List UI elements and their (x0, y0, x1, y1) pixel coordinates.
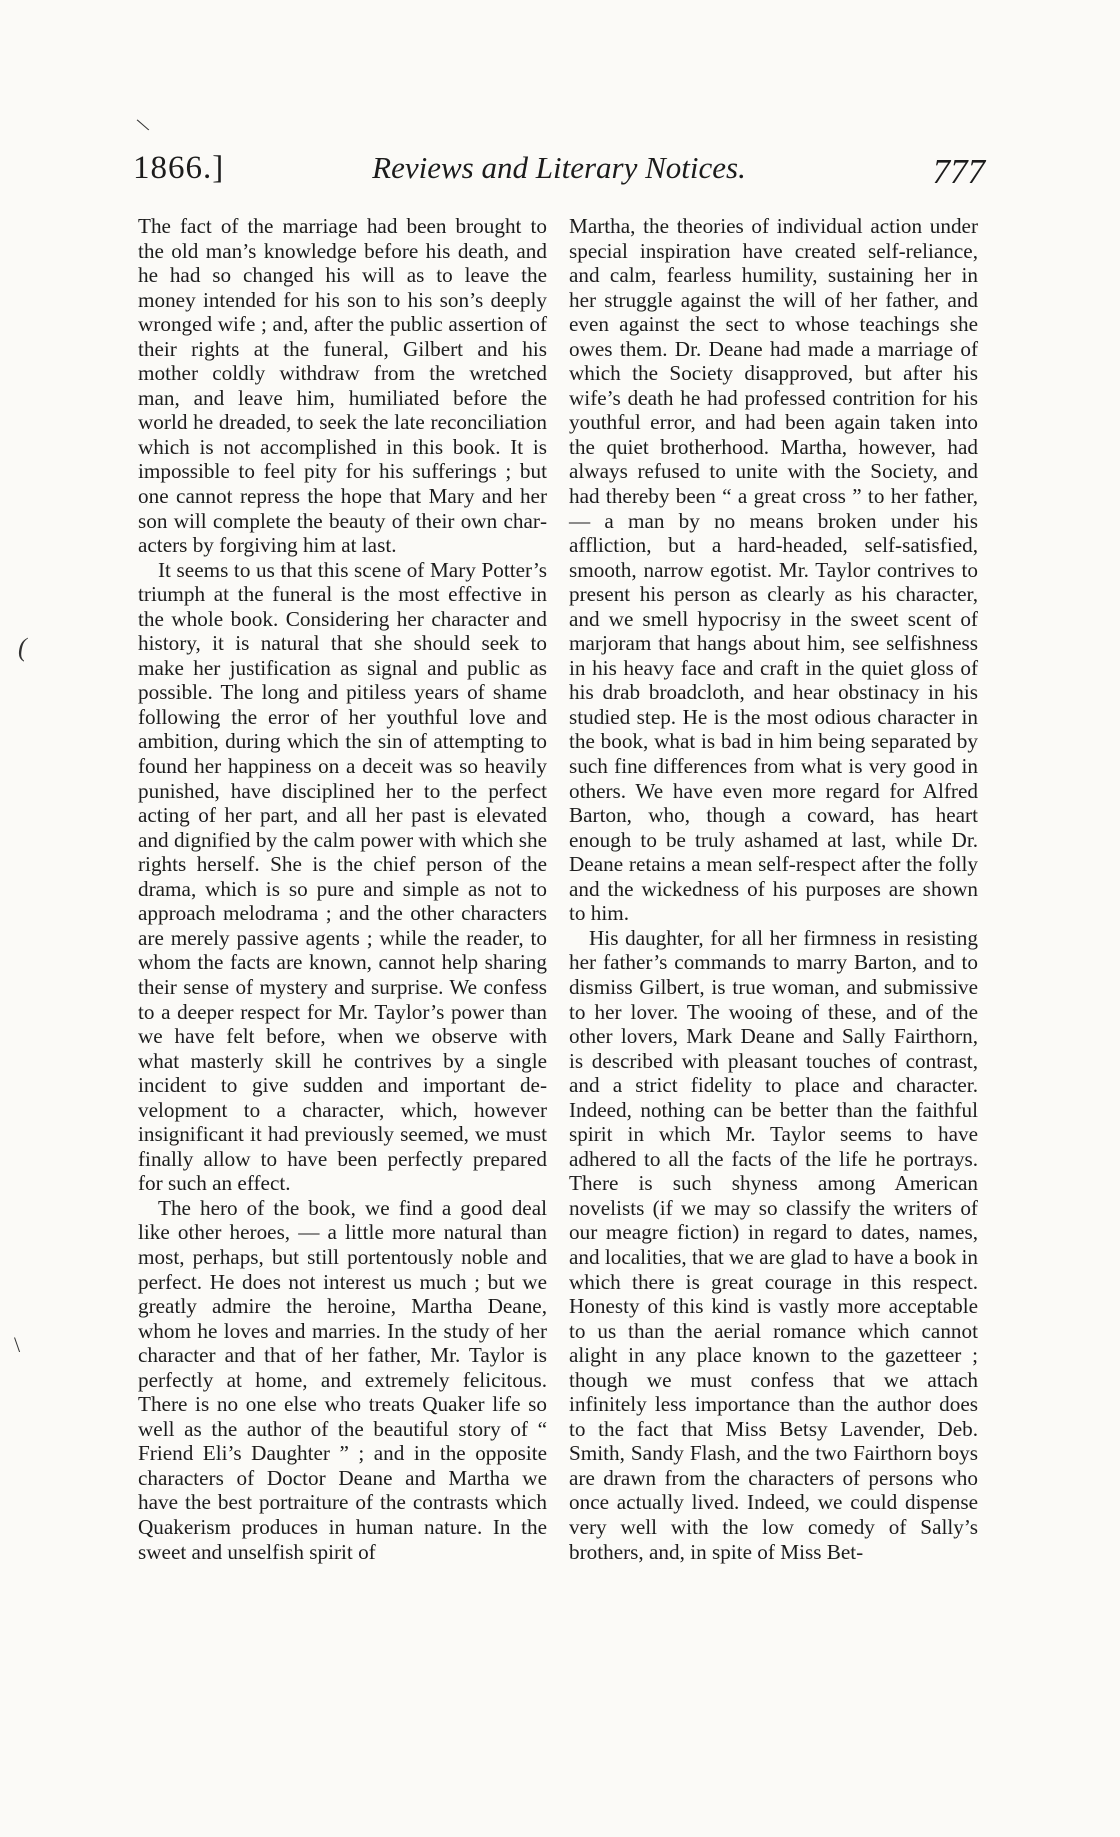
paragraph: The hero of the book, we find a good deal like other heroes, — a little more natural than most, perhaps, but still portentously noble and perfect. He does not interest us much ; but we greatly admire the heroine, Martha Deane, whom he loves and marries. In the study of her character and that of her father, Mr. Taylor is perfectly at home, and extremely felicitous. There is no one else who treats Quaker life so well as the author of the beautiful story of “ Friend Eli’s Daughter ” ; and in the opposite characters of Doctor Deane and Martha we have the best portraiture of the contrasts which Quakerism produces in human nature. In the sweet and unselfish spirit of (138, 1195, 547, 1564)
margin-paren-mark: ( (18, 633, 27, 662)
stray-tick-mark: \ (133, 112, 152, 137)
running-title: Reviews and Literary Notices. (372, 150, 746, 185)
paragraph: The fact of the marriage had been brought to the old man’s knowledge before his death, and he had so changed his will as to leave the money intended for his son to his son’s deeply wronged wife ; and, after the public assertion of their rights at the funeral, Gilbert and his mother coldly withdraw from the wretched man, and leave him, humiliated before the world he dreaded, to seek the late reconciliation which is not accomplished in this book. It is impossible to feel pity for his sufferings ; but one cannot repress the hope that Mary and her son will complete the beauty of their own characters by forgiving him at last. (138, 214, 547, 558)
margin-tick-mark: \ (14, 1332, 21, 1357)
paragraph: Martha, the theories of individual action under special inspiration have created self-reliance, and calm, fearless humility, sustaining her in her struggle against the will of her father, and even against the sect to whose teachings she owes them. Dr. Deane had made a marriage of which the Society disapproved, but after his wife’s death he had professed contrition for his youthful error, and had been again taken into the quiet brotherhood. Martha, however, had always refused to unite with the Society, and had thereby been “ a great cross ” to her father, — a man by no means broken under his affliction, but a hard-headed, self-satisfied, smooth, narrow egotist. Mr. Taylor contrives to present his person as clearly as his character, and we smell hypocrisy in the sweet scent of marjoram that hangs about him, see selfishness in his heavy face and craft in the quiet gloss of his drab broadcloth, and hear obstinacy in his studied step. He is the most odious character in the book, what is bad in him being separated by such fine differences from what is very good in others. We have even more regard for Alfred Barton, who, though a coward, has heart enough to be truly ashamed at last, while Dr. Deane retains a mean self-respect after the folly and the wickedness of his purposes are shown to him. (569, 214, 978, 926)
running-header (133, 150, 985, 200)
left-column (138, 214, 547, 1564)
issue-year: 1866.] (133, 150, 225, 186)
paragraph: His daughter, for all her firmness in resisting her father’s commands to marry Barton, and to dismiss Gilbert, is true woman, and submissive to her lover. The wooing of these, and of the other lovers, Mark Deane and Sally Fairthorn, is described with pleasant touches of contrast, and a strict fidelity to place and character. Indeed, nothing can be better than the faithful spirit in which Mr. Taylor seems to have adhered to all the facts of the life he portrays. There is such shyness among American novelists (if we may so classify the writers of our meagre fiction) in regard to dates, names, and localities, that we are glad to have a book in which there is great courage in this respect. Honesty of this kind is vastly more acceptable to us than the aerial romance which cannot alight in any place known to the gazetteer ; though we must confess that we attach infinitely less importance than the author does to the fact that Miss Betsy Lavender, Deb. Smith, Sandy Flash, and the two Fairthorn boys are drawn from the characters of persons who once actually lived. Indeed, we could dispense very well with the low comedy of Sally’s brothers, and, in spite of Miss Bet- (569, 925, 978, 1564)
paragraph: It seems to us that this scene of Mary Potter’s triumph at the funeral is the most effective in the whole book. Considering her character and history, it is natural that she should seek to make her justification as signal and public as possible. The long and pitiless years of shame following the error of her youthful love and ambition, during which the sin of attempting to found her happiness on a deceit was so heavily punished, have disciplined her to the perfect acting of her part, and all her past is elevated and dignified by the calm power with which she rights herself. She is the chief person of the drama, which is so pure and simple as not to approach melodrama ; and the other characters are merely passive agents ; while the reader, to whom the facts are known, cannot help sharing their sense of mystery and surprise. We confess to a deeper respect for Mr. Taylor’s power than we have felt before, when we observe with what masterly skill he contrives by a single incident to give sudden and important development to a character, which, however insignificant it had previously seemed, we must finally allow to have been perfectly prepared for such an effect. (138, 557, 547, 1196)
right-column (569, 214, 978, 1564)
page-number: 777 (932, 152, 985, 191)
